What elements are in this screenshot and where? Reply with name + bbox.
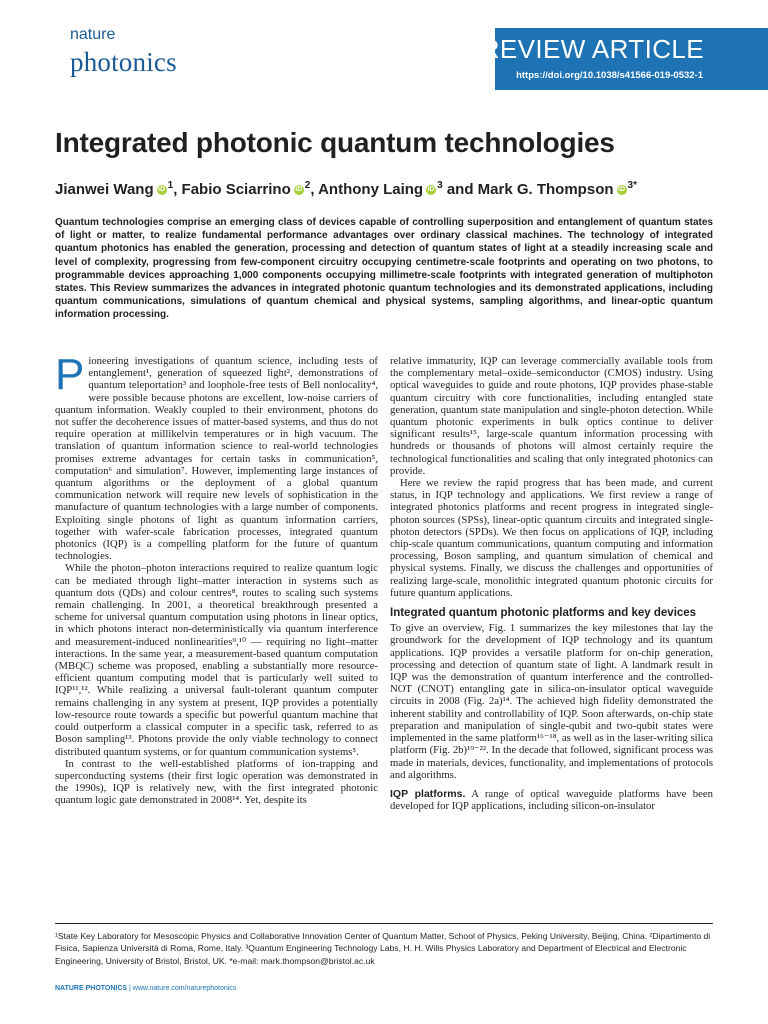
author-name[interactable]: Anthony Laing [318, 181, 424, 198]
footer-journal: NATURE PHOTONICS | www.nature.com/naturephotonics [55, 985, 237, 992]
divider [55, 923, 713, 924]
article-type-label: REVIEW ARTICLE [480, 34, 704, 64]
article-type-banner [480, 28, 768, 90]
paragraph-text: ioneering investigations of quantum science, including tests of entanglement¹, generation of squeezed light², demonstrations of quantum teleportation³ and loophole-free tests of Bell nonlocality⁴, were possible because photons are excellent, low-noise carriers of quantum information. Weakly coupled to their environment, photons do not suffer the decoherence issues of matter-based systems, and thus do not require operation at millikelvin temperatures or in high vacuum. The translation of quantum information science to real-world technologies promises extreme advantages for certain tasks in communication⁵, computation⁶ and simulation⁷. However, implementing large instances of quantum algorithms or the deployment of a global quantum communication network will require new levels of sophistication in the manufacture of quantum technologies with a large number of components. Exploiting single photons of light as quantum information carriers, together with wafer-scale fabrication processes, integrated quantum photonics (IQP) is a compelling platform for the future of quantum technologies. [55, 355, 378, 563]
journal-logo-nature: nature [70, 26, 116, 43]
orcid-icon[interactable]: iD [618, 186, 626, 194]
orcid-icon[interactable]: iD [158, 186, 166, 194]
section-heading: Integrated quantum photonic platforms and key devices [390, 607, 697, 620]
orcid-icon[interactable]: iD [427, 186, 435, 194]
author-affiliation: 2 [304, 180, 311, 191]
author-name[interactable]: Fabio Sciarrino [181, 181, 291, 198]
author-affiliation: 3* [627, 180, 637, 191]
run-in-heading: IQP platforms. [390, 787, 466, 800]
author-separator: , [310, 181, 319, 198]
paragraph: Here we review the rapid progress that has been made, and current status, in IQP technology and applications. We first review a range of integrated photonics platforms and recent progress in integrated single-photon sources (SPSs), linear-optic quantum circuits and integrated single-photon detectors (SPDs). We then focus on applications of IQP, including chip-scale quantum communications, quantum computing and information processing, Boson sampling, and quantum simulation of chemical and physical systems. Finally, we discuss the challenges and opportunities of realizing large-scale, monolithic integrated quantum photonic circuits for future quantum applications. [390, 477, 713, 599]
orcid-icon[interactable]: iD [295, 186, 303, 194]
author-affiliation: 3 [437, 180, 443, 191]
author-name[interactable]: Mark G. Thompson [477, 181, 614, 198]
journal-logo-photonics: photonics [70, 47, 177, 77]
paragraph: relative immaturity, IQP can leverage commercially available tools from the complementary metal–oxide–semiconductor (CMOS) industry. Using optical waveguides to guide and route photons, IQP provides phase-stable quantum circuitry with core functionalities, including entangled state generation, quantum state manipulation and single-photon detection. While quantum photonic experiments in bulk optics continue to deliver significant results¹⁵, large-scale quantum information processing with hundreds or thousands of photons will almost certainly require the technological functionalities and scaling that only integrated photonics can provide. [390, 355, 713, 477]
paragraph: While the photon–photon interactions required to realize quantum logic can be mediated through light–matter interaction in systems such as quantum dots (QDs) and colour centres⁸, routes to scaling such systems remain challenging. In 2001, a theoretical breakthrough presented a scheme for universal quantum computation using photons in linear optics, in which photons interact non-deterministically via quantum interference and measurement-induced nonlinearities⁹,¹⁰ — requiring no light–matter interactions. In the same year, a measurement-based quantum computation (MBQC) scheme was proposed, enabling a substantially more resource-efficient quantum computing model that is particularly well suited to IQP¹¹,¹². While realizing a universal fault-tolerant quantum computer remains challenging in any system at present, IQP provides a potentially low-resource route towards a specific but powerful quantum machine that could outperform a classical computer in a specific task, referred to as Boson sampling¹³. Photons provide the only viable technology to connect distributed quantum systems, or for quantum communication systems⁵. [55, 562, 378, 758]
paragraph: In contrast to the well-established platforms of ion-trapping and superconducting systems (their first logic operation was demonstrated in the 1990s), IQP is relatively new, with the first integrated photonic quantum logic gate demonstrated in 2008¹⁴. Yet, despite its [55, 757, 378, 807]
paragraph [390, 788, 713, 812]
drop-cap: P [55, 350, 85, 399]
body-column-right [390, 355, 713, 812]
doi-link[interactable]: https://doi.org/10.1038/s41566-019-0532-1 [516, 70, 703, 81]
author-separator: and [442, 181, 478, 198]
paragraph [55, 350, 378, 563]
footer-journal-url[interactable]: www.nature.com/naturephotonics [132, 985, 237, 992]
author-list [55, 180, 637, 198]
abstract: Quantum technologies comprise an emerging class of devices capable of controlling superposition and entanglement of quantum states of light or matter, to realize fundamental performance advantages over ordinary classical machines. The technology of integrated quantum photonics has enabled the generation, processing and detection of quantum states of light at a steadily increasing scale and level of complexity, progressing from few-component circuitry occupying centimetre-scale footprints and operating on two photons, to programmable devices approaching 1,000 components occupying millimetre-scale footprints with integrated generation of multiphoton states. This Review summarizes the advances in integrated photonic quantum technologies and its demonstrated applications, including quantum communications, simulations of quantum chemical and physical systems, sampling algorithms, and linear-optic quantum information processing. [55, 217, 713, 321]
body-column-left [55, 350, 378, 807]
paragraph: To give an overview, Fig. 1 summarizes the key milestones that lay the groundwork for the development of IQP technology and its quantum applications. IQP provides a versatile platform for on-chip generation, processing and detection of quantum state of light. A landmark result in IQP was the demonstration of quantum interference and the controlled-NOT (CNOT) entangling gate in silica-on-insulator optical waveguide circuits in 2008 (Fig. 2a)¹⁴. The achieved high fidelity demonstrated the inherent stability and controllability of IQP. Soon afterwards, on-chip state preparation and manipulation of single-qubit and two-qubit states were implemented in the same platform¹⁶⁻¹⁸, as well as in the laser-writing silica platform (Fig. 2b)¹⁹⁻²². In the decade that followed, significant process was made in materials, devices, functionality, and implementations of protocols and algorithms. [390, 622, 713, 781]
article-title: Integrated photonic quantum technologies [55, 127, 615, 158]
footer-journal-name: NATURE PHOTONICS [55, 985, 128, 992]
author-name[interactable]: Jianwei Wang [55, 181, 154, 198]
affiliations: ¹State Key Laboratory for Mesoscopic Physics and Collaborative Innovation Center of Quantum Matter, School of Physics, Peking University, Beijing, China. ²Dipartimento di Fisica, Sapienza Università di Roma, Rome, Italy. ³Quantum Engineering Technology Labs, H. H. Wills Physics Laboratory and Department of Electrical and Electronic Engineering, University of Bristol, Bristol, UK. *e-mail: mark.thompson@bristol.ac.uk [55, 931, 711, 966]
author-separator: , [173, 181, 182, 198]
author-affiliation: 1 [167, 180, 174, 191]
paragraph-text: A range of optical waveguide platforms have been developed for IQP applications, including silicon-on-insulator [390, 787, 713, 813]
